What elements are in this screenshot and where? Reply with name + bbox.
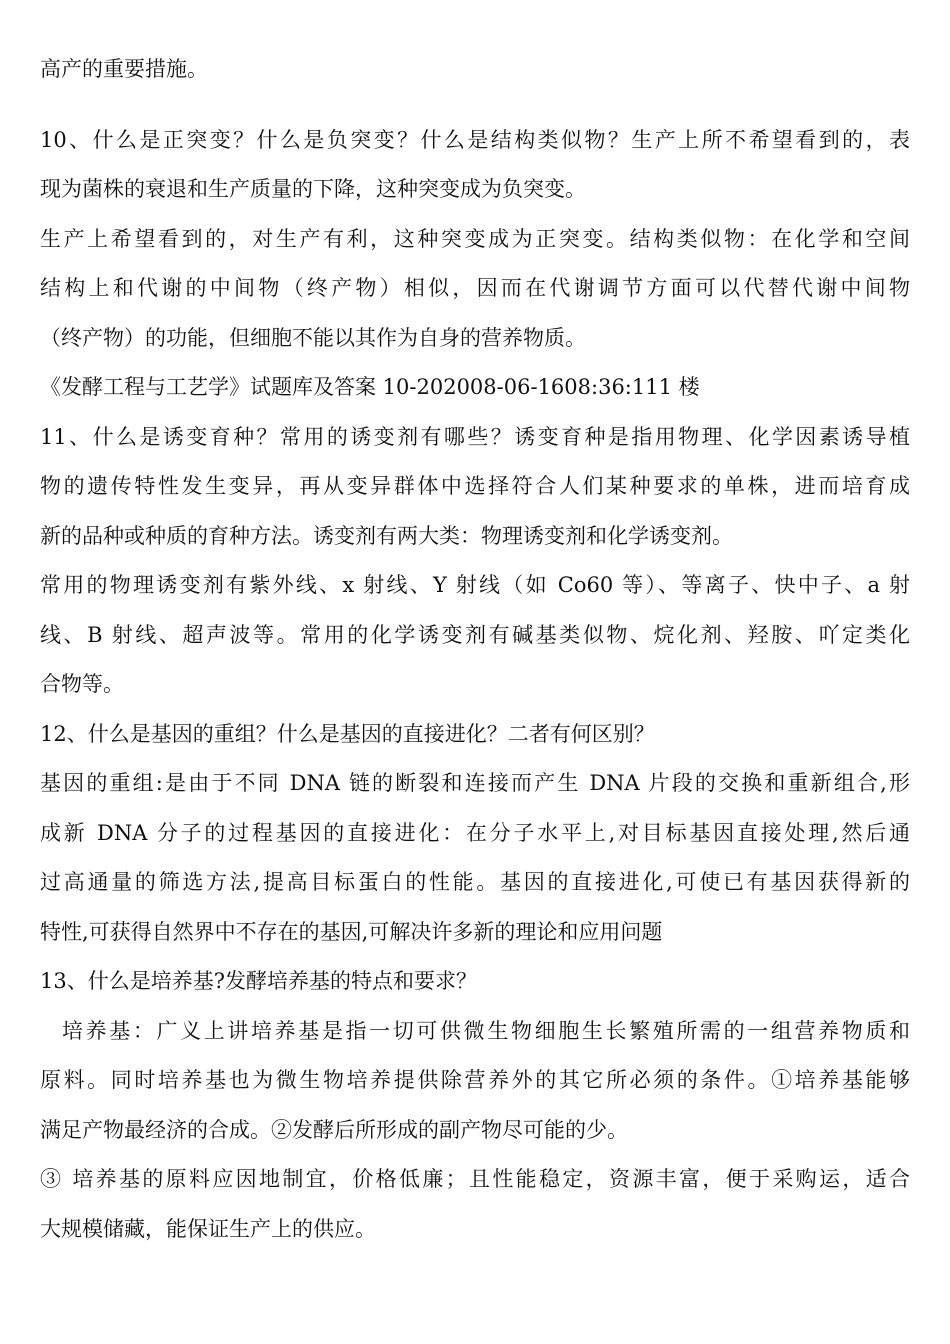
text-line: 11、什么是诱变育种？常用的诱变剂有哪些？诱变育种是指用物理、化学因素诱导植: [40, 425, 910, 449]
text-line: 原料。同时培养基也为微生物培养提供除营养外的其它所必须的条件。①培养基能够: [40, 1068, 910, 1092]
text-line: 新的品种或种质的育种方法。诱变剂有两大类：物理诱变剂和化学诱变剂。: [40, 524, 733, 548]
text-line: ③ 培养基的原料应因地制宜，价格低廉；且性能稳定，资源丰富，便于采购运，适合: [40, 1167, 910, 1191]
text-line: 线、B 射线、超声波等。常用的化学诱变剂有碱基类似物、烷化剂、羟胺、吖定类化: [40, 623, 910, 647]
text-line: 成新 DNA 分子的过程基因的直接进化：在分子水平上,对目标基因直接处理,然后通: [40, 821, 910, 845]
text-line: 过高通量的筛选方法,提高目标蛋白的性能。基因的直接进化,可使已有基因获得新的: [40, 870, 910, 894]
text-line: （终产物）的功能，但细胞不能以其作为自身的营养物质。: [40, 326, 586, 350]
text-line: 结构上和代谢的中间物（终产物）相似，因而在代谢调节方面可以代替代谢中间物: [40, 276, 910, 300]
text-line: 培养基：广义上讲培养基是指一切可供微生物细胞生长繁殖所需的一组营养物质和: [62, 1019, 910, 1043]
text-line: 高产的重要措施。: [40, 57, 208, 81]
text-line: 满足产物最经济的合成。②发酵后所形成的副产物尽可能的少。: [40, 1118, 628, 1142]
text-line: 13、什么是培养基?发酵培养基的特点和要求？: [40, 969, 477, 993]
text-line: 生产上希望看到的，对生产有利，这种突变成为正突变。结构类似物：在化学和空间: [40, 227, 910, 251]
text-line: 物的遗传特性发生变异，再从变异群体中选择符合人们某种要求的单株，进而培育成: [40, 474, 910, 498]
text-line: 现为菌株的衰退和生产质量的下降，这种突变成为负突变。: [40, 177, 586, 201]
text-line: 常用的物理诱变剂有紫外线、x 射线、Y 射线（如 Co60 等）、等离子、快中子、a 射: [40, 573, 910, 597]
text-line: 大规模储藏，能保证生产上的供应。: [40, 1217, 376, 1241]
text-line: 合物等。: [40, 672, 124, 696]
text-line: 《发酵工程与工艺学》试题库及答案 10-202008-06-1608:36:111 楼: [40, 375, 700, 399]
text-line: 12、什么是基因的重组？什么是基因的直接进化？二者有何区别？: [40, 722, 655, 746]
text-line: 特性,可获得自然界中不存在的基因,可解决许多新的理论和应用问题: [40, 920, 663, 944]
text-line: 10、什么是正突变？什么是负突变？什么是结构类似物？生产上所不希望看到的，表: [40, 128, 910, 152]
text-line: 基因的重组:是由于不同 DNA 链的断裂和连接而产生 DNA 片段的交换和重新组合,形: [40, 771, 910, 795]
